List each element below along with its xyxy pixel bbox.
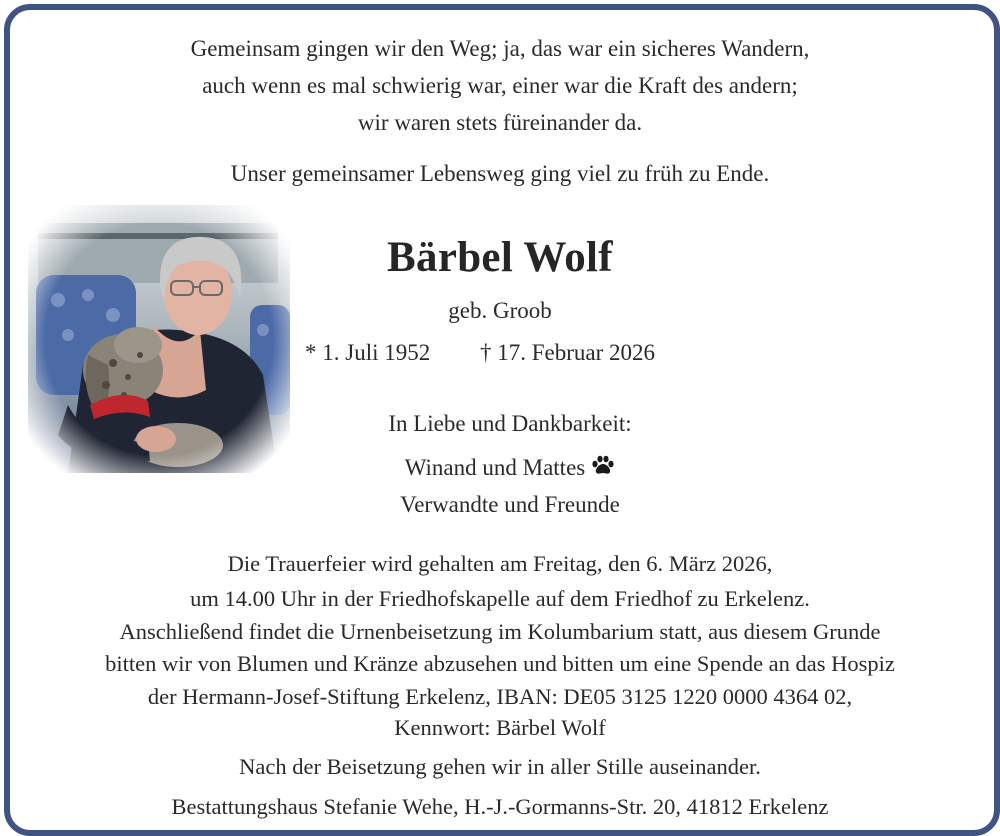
- portrait-photo: [28, 205, 290, 473]
- ceremony-line-1: Die Trauerfeier wird gehalten am Freitag, den 6. März 2026,: [227, 551, 773, 576]
- paw-icon: [591, 455, 615, 485]
- funeral-home: Bestattungshaus Stefanie Wehe, H.-J.-Gormanns-Str. 20, 41812 Erkelenz: [171, 794, 829, 819]
- death-date: † 17. Februar 2026: [480, 340, 656, 365]
- ceremony-line-4: bitten wir von Blumen und Kränze abzusehen und bitten um eine Spende an das Hospiz: [105, 651, 895, 676]
- ceremony-line-2: um 14.00 Uhr in der Friedhofskapelle auf dem Friedhof zu Erkelenz.: [190, 586, 810, 611]
- mourners-names: Winand und Mattes: [404, 455, 586, 480]
- maiden-name: geb. Groob: [448, 298, 552, 323]
- closing-text: Nach der Beisetzung gehen wir in aller Stille auseinander.: [239, 754, 761, 779]
- mourners-names-row: [260, 453, 760, 485]
- poem-line-2: auch wenn es mal schwierig war, einer war die Kraft des andern;: [202, 73, 798, 98]
- mourners-heading: In Liebe und Dankbarkeit:: [388, 411, 632, 436]
- ceremony-line-5: der Hermann-Josef-Stiftung Erkelenz, IBAN: DE05 3125 1220 0000 4364 02,: [147, 684, 853, 709]
- deceased-name: Bärbel Wolf: [387, 234, 613, 281]
- ceremony-line-6: Kennwort: Bärbel Wolf: [394, 715, 606, 740]
- birth-date: * 1. Juli 1952: [305, 340, 431, 365]
- intro-text: Unser gemeinsamer Lebensweg ging viel zu früh zu Ende.: [230, 161, 770, 186]
- ceremony-line-3: Anschließend findet die Urnenbeisetzung im Kolumbarium statt, aus diesem Grunde: [119, 619, 881, 644]
- poem-line-1: Gemeinsam gingen wir den Weg; ja, das war ein sicheres Wandern,: [190, 36, 810, 61]
- mourners-others: Verwandte und Freunde: [400, 492, 620, 517]
- poem-line-3: wir waren stets füreinander da.: [357, 110, 643, 135]
